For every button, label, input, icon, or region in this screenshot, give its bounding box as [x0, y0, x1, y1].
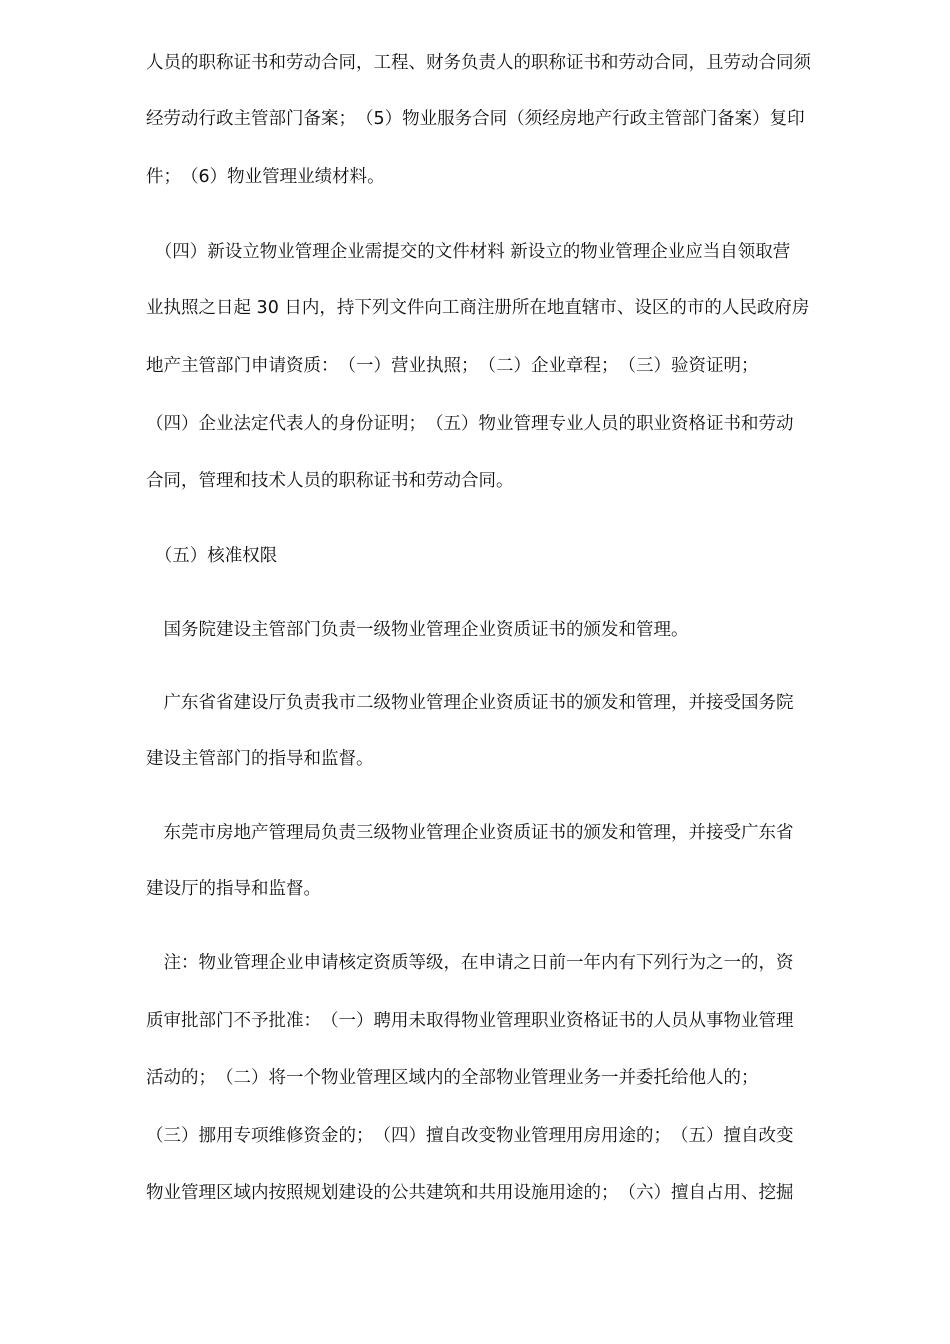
text-line: 物业管理区域内按照规划建设的公共建筑和共用设施用途的； （六）擅自占用、挖掘: [146, 1183, 794, 1203]
text-line: 活动的； （二）将一个物业管理区域内的全部物业管理业务一并委托给他人的；: [146, 1068, 759, 1088]
text-line: 地产主管部门申请资质： （一）营业执照； （二）企业章程； （三）验资证明；: [146, 356, 759, 376]
text-line: 业执照之日起 30 日内，持下列文件向工商注册所在地直辖市、设区的市的人民政府房: [146, 298, 810, 318]
text-line: 建设主管部门的指导和监督。: [146, 749, 374, 769]
text-line: 广东省省建设厅负责我市二级物业管理企业资质证书的颁发和管理，并接受国务院: [146, 693, 794, 713]
text-line: 建设厅的指导和监督。: [146, 879, 321, 899]
text-line: 质审批部门不予批准： （一）聘用未取得物业管理职业资格证书的人员从事物业管理: [146, 1011, 794, 1031]
text-line: 件； （6）物业管理业绩材料。: [146, 167, 385, 187]
text-line: （三）挪用专项维修资金的； （四）擅自改变物业管理用房用途的； （五）擅自改变: [146, 1126, 794, 1146]
text-line: 合同，管理和技术人员的职称证书和劳动合同。: [146, 471, 514, 491]
text-line: （四）企业法定代表人的身份证明； （五）物业管理专业人员的职业资格证书和劳动: [146, 414, 794, 434]
text-line: 注：物业管理企业申请核定资质等级，在申请之日前一年内有下列行为之一的，资: [146, 953, 794, 973]
text-line: 经劳动行政主管部门备案； （5）物业服务合同（须经房地产行政主管部门备案）复印: [146, 109, 805, 129]
text-line: 人员的职称证书和劳动合同，工程、财务负责人的职称证书和劳动合同，且劳动合同须: [146, 53, 811, 73]
text-line: 东莞市房地产管理局负责三级物业管理企业资质证书的颁发和管理，并接受广东省: [146, 823, 794, 843]
section-heading: （五）核准权限: [146, 546, 278, 566]
text-line: 国务院建设主管部门负责一级物业管理企业资质证书的颁发和管理。: [146, 620, 689, 640]
text-line: （四）新设立物业管理企业需提交的文件材料 新设立的物业管理企业应当自领取营: [146, 242, 791, 262]
